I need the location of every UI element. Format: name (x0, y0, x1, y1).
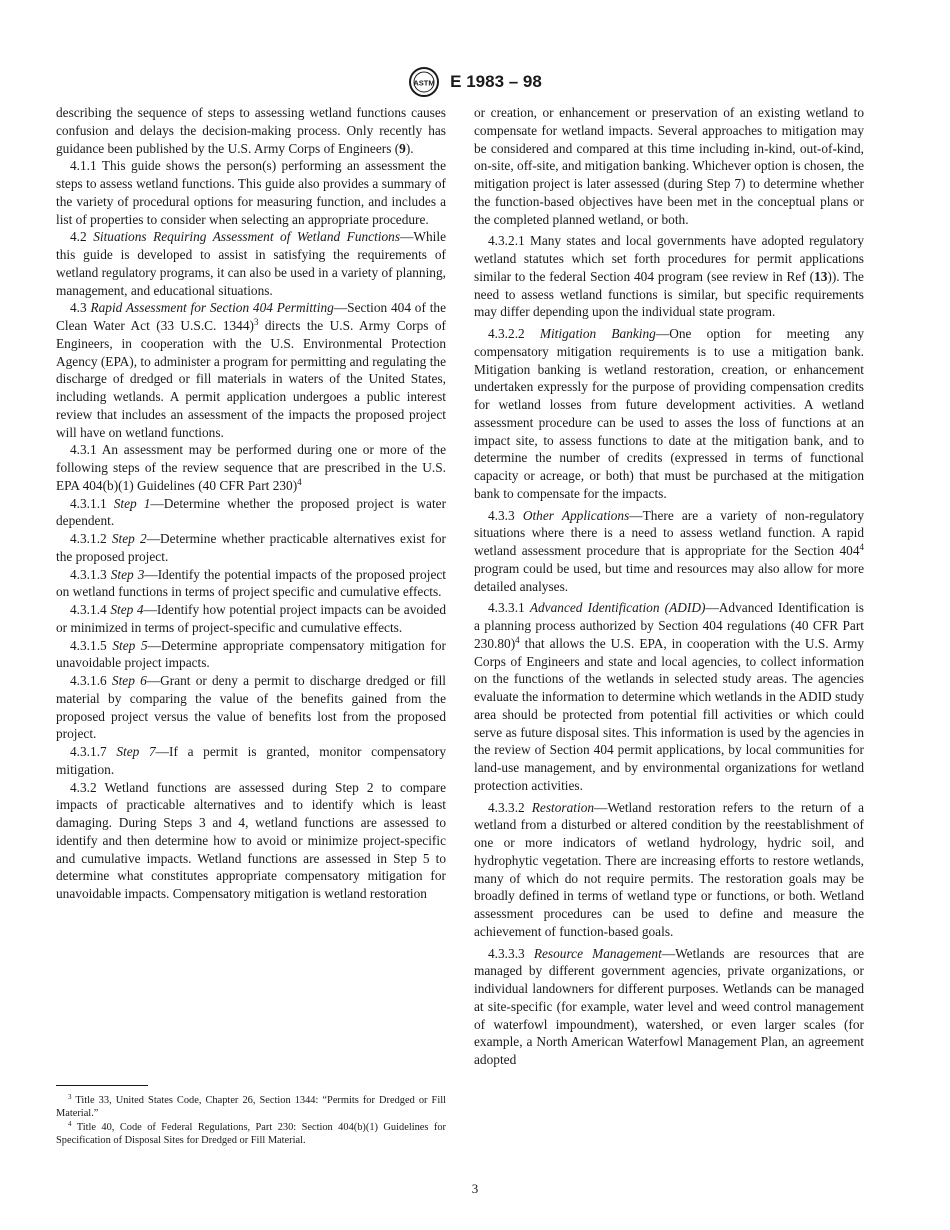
footnote-ref-4: 4 (515, 634, 520, 645)
paragraph-4-3-2-2: 4.3.2.2 Mitigation Banking—One option for meeting any compensatory mitigation requirements is to use a mitigation bank. Mitigation banking is wetland restoration, creation, or enhancement undertaken expressly for the purpose of providing compensation credits for wetland losses from future development activities. A wetland assessment procedure can be used to asses the loss of functions at an impact site, to assess functions to date at the mitigation bank, and to determine the number of credits (expressed in terms of functional capacity or acreage, or both) that must be purchased at the mitigation bank to compensate for the impacts. (474, 326, 864, 501)
footnote-ref-4: 4 (859, 542, 864, 552)
step-3: 4.3.1.3 Step 3—Identify the potential impacts of the proposed project on wetland functions in terms of project specific and cumulative effects. (56, 566, 446, 600)
paragraph-4-3-3-3: 4.3.3.3 Resource Management—Wetlands are resources that are managed by different government agencies, private organizations, or individual landowners for different purposes. Wetlands can be managed at site-specific (for example, water level and weed control management of waterfowl impoundment), watershed, or even larger scales (for example, a North American Waterfowl Management Plan, an agreement adopted (474, 945, 865, 1067)
page-header (0, 66, 950, 98)
step-5: 4.3.1.5 Step 5—Determine appropriate compensatory mitigation for unavoidable project impacts. (56, 637, 446, 671)
step-7: 4.3.1.7 Step 7—If a permit is granted, monitor compensatory mitigation. (56, 744, 446, 777)
paragraph-4-3: 4.3 Rapid Assessment for Section 404 Permitting—Section 404 of the Clean Water Act (33 U.S.C. 1344)$^3$ directs the U.S. Army Corps of Engineers, in cooperation with the U.S. Environmental Protection Agency (EPA), to administer a program for permitting and regulating the discharge of dredged or fill materials in waters of the United States, including wetlands. A permit application undergoes a public interest review that includes an assessment of the impacts the proposed project will have on wetland functions. (56, 300, 446, 440)
page-number: 3 (471, 1181, 479, 1196)
footnotes (56, 1094, 446, 1148)
paragraph-4-2: 4.2 Situations Requiring Assessment of Wetland Functions—While this guide is developed to assist in satisfying the requirements of wetland regulatory programs, it can also be used in a variety of planning, management, and educational situations. (56, 229, 447, 298)
paragraph-4-3-2-1: 4.3.2.1 Many states and local governments have adopted regulatory wetland statutes which set forth procedures for permit applications similar to the federal Section 404 program (see review in Ref (13)). The need to assess wetland functions is similar, but specific requirements may differ depending upon the individual state program. (474, 233, 864, 320)
paragraph: or creation, or enhancement or preservation of an existing wetland to compensate for wetland impacts. Several approaches to mitigation may be considered and compared at this time including in-kind, out-of-kind, on-site, off-site, and mitigation banking. Whichever option is chosen, the mitigation project is later assessed (during Step 7) to determine whether the function-based objectives have been met in the conceptual plans or the completed planned wetland, or both. (474, 105, 864, 227)
paragraph-4-1-1: 4.1.1 This guide shows the person(s) performing an assessment the steps to assess wetland functions. This guide also provides a summary of the variety of procedural options for measuring function, and includes a list of properties to consider when selecting an appropriate procedure. (56, 158, 446, 227)
paragraph-4-3-3: 4.3.3 Other Applications—There are a variety of non-regulatory situations where there is a need to assess wetland function. A rapid wetland assessment procedure that is appropriate for the Section $404^4$ program could be used, but time and resources may also allow for more detailed analyses. (474, 507, 864, 594)
step-6: 4.3.1.6 Step 6—Grant or deny a permit to discharge dredged or fill material by comparing the value of the benefits gained from the proposed project versus the value of benefits lost from the proposed project. (56, 673, 447, 742)
logo-text: ASTM (413, 78, 435, 88)
paragraph-4-3-3-1: 4.3.3.1 Advanced Identification (ADID)—Advanced Identification is a planning process authorized by Section 404 regulations (40 CFR Part 230.80)$^4$ that allows the U.S. EPA, in cooperation with the U.S. Army Corps of Engineers and state and local agencies, to collect information on the functions of the wetlands in selected study areas. The agencies evaluate the information to determine which wetlands in the ADID study area should be protected from potential fill activities or which could serve as future disposal sites. This information is used by the agencies in the review of Section 404 permit applications, by local communities for land-use management, and by environmental organizations for wetland protection activities. (474, 600, 864, 793)
right-column (474, 104, 864, 1069)
paragraph-4-3-1: 4.3.1 An assessment may be performed during one or more of the following steps of the review sequence that are prescribed in the U.S. EPA 404(b)(1) Guidelines (40 CFR Part 230)$^4$ (56, 442, 446, 493)
footnote-ref-3: 3 (253, 317, 259, 327)
left-column (56, 104, 446, 903)
paragraph: describing the sequence of steps to assessing wetland functions causes confusion and delays the decision-making process. Only recently has guidance been published by the U.S. Army Corps of Engineers (9). (56, 105, 446, 156)
step-4: 4.3.1.4 Step 4—Identify how potential project impacts can be avoided or minimized in terms of project-specific and cumulative effects. (56, 602, 447, 635)
step-1: 4.3.1.1 Step 1—Determine whether the proposed project is water dependent. (56, 495, 447, 529)
standard-designation: E 1983 – 98 (450, 72, 542, 91)
step-2: 4.3.1.2 Step 2—Determine whether practicable alternatives exist for the proposed project. (56, 531, 446, 564)
footnote-3: $^3$ Title 33, United States Code, Chapter 26, Section 1344: “Permits for Dredged or Fill Material.” (56, 1093, 446, 1120)
paragraph-4-3-3-2: 4.3.3.2 Restoration—Wetland restoration refers to the return of a wetland from a disturbed or altered condition by the reestablishment of one or more indicators of wetland hydrology, hydric soil, and hydrophytic vegetation. There are increasing efforts to restore wetlands, many of which do not require permits. The restoration goals may be broadly defined in terms of wetland type or functions, or both. Wetland assessment procedures can be used to define and measure the achievement of function-based goals. (474, 799, 864, 939)
paragraph-4-3-2: 4.3.2 Wetland functions are assessed during Step 2 to compare impacts of practicable alternatives and to identify which is least damaging. During Steps 3 and 4, wetland functions are assessed to identify and then determine how to avoid or minimize project-specific and cumulative impacts. Wetland functions are assessed in Step 5 to determine what constitutes appropriate compensatory mitigation for unavoidable impacts. Compensatory mitigation is wetland restoration (56, 779, 446, 901)
footnote-divider (56, 1085, 148, 1086)
footnote-4: $^4$ Title 40, Code of Federal Regulations, Part 230: Section 404(b)(1) Guidelines for Specification of Disposal Sites for Dredged or Fill Material. (56, 1119, 446, 1147)
footnote-ref-4: 4 (297, 476, 302, 487)
astm-logo-icon (408, 66, 440, 98)
